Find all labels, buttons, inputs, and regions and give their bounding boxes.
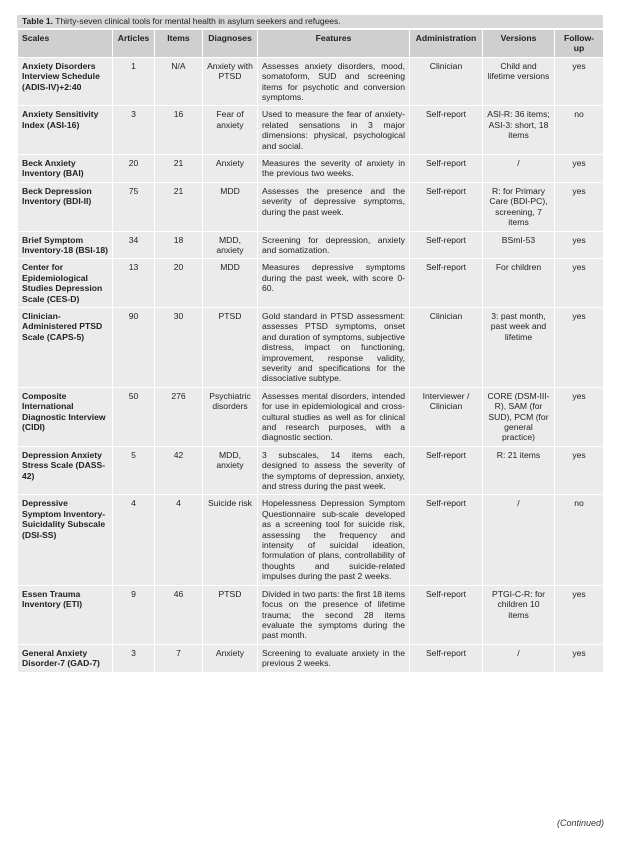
cell-administration: Self-report (410, 231, 483, 259)
cell-follow-up: yes (555, 446, 604, 495)
table-row (18, 231, 604, 259)
cell-items: 21 (155, 182, 203, 231)
header-features: Features (258, 30, 410, 58)
header-administration: Administration (410, 30, 483, 58)
cell-administration: Self-report (410, 446, 483, 495)
cell-administration: Clinician (410, 57, 483, 106)
cell-scale: Beck Anxiety Inventory (BAI) (18, 155, 113, 183)
cell-administration: Self-report (410, 259, 483, 308)
cell-features: Measures depressive symptoms during the past week, with score 0-60. (258, 259, 410, 308)
cell-versions: 3: past month, past week and lifetime (483, 307, 555, 387)
cell-administration: Clinician (410, 307, 483, 387)
cell-items: 42 (155, 446, 203, 495)
table-row (18, 585, 604, 644)
cell-follow-up: yes (555, 307, 604, 387)
cell-follow-up: yes (555, 182, 604, 231)
cell-articles: 5 (113, 446, 155, 495)
header-diagnoses: Diagnoses (203, 30, 258, 58)
cell-versions: / (483, 495, 555, 585)
cell-follow-up: yes (555, 155, 604, 183)
cell-scale: Composite International Diagnostic Interview (CIDI) (18, 387, 113, 446)
cell-versions: R: for Primary Care (BDI-PC), screening, 7 items (483, 182, 555, 231)
cell-items: 16 (155, 106, 203, 155)
cell-follow-up: yes (555, 57, 604, 106)
cell-features: 3 subscales, 14 items each, designed to assess the severity of the symptoms of depression, anxiety, and stress during the past week. (258, 446, 410, 495)
cell-items: 30 (155, 307, 203, 387)
table-row (18, 446, 604, 495)
cell-articles: 34 (113, 231, 155, 259)
table-header-row (18, 30, 604, 58)
cell-articles: 90 (113, 307, 155, 387)
cell-items: 20 (155, 259, 203, 308)
cell-articles: 9 (113, 585, 155, 644)
cell-articles: 3 (113, 106, 155, 155)
cell-articles: 50 (113, 387, 155, 446)
cell-articles: 4 (113, 495, 155, 585)
cell-diagnoses: MDD, anxiety (203, 231, 258, 259)
cell-articles: 20 (113, 155, 155, 183)
cell-diagnoses: MDD (203, 182, 258, 231)
cell-diagnoses: PTSD (203, 307, 258, 387)
cell-diagnoses: Anxiety (203, 644, 258, 672)
cell-items: 21 (155, 155, 203, 183)
cell-items: 276 (155, 387, 203, 446)
cell-versions: / (483, 644, 555, 672)
header-versions: Versions (483, 30, 555, 58)
cell-versions: Child and lifetime versions (483, 57, 555, 106)
cell-scale: Center for Epidemiological Studies Depression Scale (CES-D) (18, 259, 113, 308)
cell-items: 46 (155, 585, 203, 644)
table-row (18, 307, 604, 387)
document-page (17, 15, 603, 673)
cell-features: Assesses the presence and the severity of depressive symptoms, during the past week. (258, 182, 410, 231)
header-follow-up: Follow-up (555, 30, 604, 58)
cell-scale: Beck Depression Inventory (BDI-II) (18, 182, 113, 231)
cell-follow-up: no (555, 495, 604, 585)
cell-versions: / (483, 155, 555, 183)
cell-versions: For children (483, 259, 555, 308)
clinical-tools-table (17, 29, 604, 673)
cell-administration: Self-report (410, 495, 483, 585)
table-row (18, 387, 604, 446)
header-items: Items (155, 30, 203, 58)
cell-scale: Anxiety Disorders Interview Schedule (ADIS-IV)+2:40 (18, 57, 113, 106)
cell-versions: ASI-R: 36 items; ASI-3: short, 18 items (483, 106, 555, 155)
cell-diagnoses: PTSD (203, 585, 258, 644)
cell-features: Divided in two parts: the first 18 items focus on the presence of lifetime trauma; the second 28 items evaluate the symptoms during the past month. (258, 585, 410, 644)
cell-items: 18 (155, 231, 203, 259)
cell-scale: General Anxiety Disorder-7 (GAD-7) (18, 644, 113, 672)
table-row (18, 259, 604, 308)
caption-text: Thirty-seven clinical tools for mental health in asylum seekers and refugees. (55, 16, 341, 26)
cell-items: 7 (155, 644, 203, 672)
cell-follow-up: yes (555, 259, 604, 308)
cell-administration: Self-report (410, 106, 483, 155)
cell-scale: Anxiety Sensitivity Index (ASI-16) (18, 106, 113, 155)
cell-versions: CORE (DSM-III-R), SAM (for SUD), PCM (for general practice) (483, 387, 555, 446)
table-row (18, 155, 604, 183)
cell-diagnoses: Anxiety (203, 155, 258, 183)
cell-diagnoses: MDD, anxiety (203, 446, 258, 495)
cell-scale: Brief Symptom Inventory-18 (BSI-18) (18, 231, 113, 259)
cell-features: Measures the severity of anxiety in the previous two weeks. (258, 155, 410, 183)
table-row (18, 644, 604, 672)
cell-follow-up: yes (555, 387, 604, 446)
cell-features: Screening to evaluate anxiety in the previous 2 weeks. (258, 644, 410, 672)
cell-diagnoses: MDD (203, 259, 258, 308)
cell-administration: Self-report (410, 644, 483, 672)
cell-scale: Clinician-Administered PTSD Scale (CAPS-5) (18, 307, 113, 387)
cell-scale: Depressive Symptom Inventory-Suicidality Subscale (DSI-SS) (18, 495, 113, 585)
cell-articles: 3 (113, 644, 155, 672)
cell-administration: Self-report (410, 182, 483, 231)
cell-scale: Depression Anxiety Stress Scale (DASS-42) (18, 446, 113, 495)
continued-note: (Continued) (556, 818, 604, 828)
cell-features: Hopelessness Depression Symptom Questionnaire sub-scale developed as a screening tool for suicide risk, assessing the frequency and intensity of suicidal ideation, formulation of plans, controllability of thoughts and suicide-related impulses during the past 2 weeks. (258, 495, 410, 585)
cell-articles: 13 (113, 259, 155, 308)
table-row (18, 106, 604, 155)
table-row (18, 57, 604, 106)
table-row (18, 182, 604, 231)
cell-features: Assesses mental disorders, intended for use in epidemiological and cross-cultural studies as well as for clinical and research purposes, with a diagnostic section. (258, 387, 410, 446)
cell-features: Assesses anxiety disorders, mood, somatoform, SUD and screening items for psychotic and conversion symptoms. (258, 57, 410, 106)
cell-versions: PTGI-C-R: for children 10 items (483, 585, 555, 644)
cell-follow-up: yes (555, 585, 604, 644)
cell-features: Used to measure the fear of anxiety-related sensations in 3 major dimensions: physical, psychological and social. (258, 106, 410, 155)
cell-administration: Self-report (410, 155, 483, 183)
cell-versions: R: 21 items (483, 446, 555, 495)
cell-diagnoses: Fear of anxiety (203, 106, 258, 155)
header-scales: Scales (18, 30, 113, 58)
table-row (18, 495, 604, 585)
cell-follow-up: yes (555, 231, 604, 259)
cell-follow-up: yes (555, 644, 604, 672)
cell-features: Gold standard in PTSD assessment: assesses PTSD symptoms, onset and duration of symptoms, subjective distress, impact on functioning, improvement, response validity, severity and specifications for the dissociative subtype. (258, 307, 410, 387)
cell-articles: 75 (113, 182, 155, 231)
caption-label: Table 1. (22, 16, 54, 26)
cell-versions: BSmI-53 (483, 231, 555, 259)
table-caption (17, 15, 603, 29)
cell-items: N/A (155, 57, 203, 106)
cell-administration: Self-report (410, 585, 483, 644)
cell-features: Screening for depression, anxiety and somatization. (258, 231, 410, 259)
cell-scale: Essen Trauma Inventory (ETI) (18, 585, 113, 644)
cell-administration: Interviewer / Clinician (410, 387, 483, 446)
cell-diagnoses: Suicide risk (203, 495, 258, 585)
cell-items: 4 (155, 495, 203, 585)
cell-articles: 1 (113, 57, 155, 106)
cell-diagnoses: Psychiatric disorders (203, 387, 258, 446)
cell-follow-up: no (555, 106, 604, 155)
cell-diagnoses: Anxiety with PTSD (203, 57, 258, 106)
header-articles: Articles (113, 30, 155, 58)
